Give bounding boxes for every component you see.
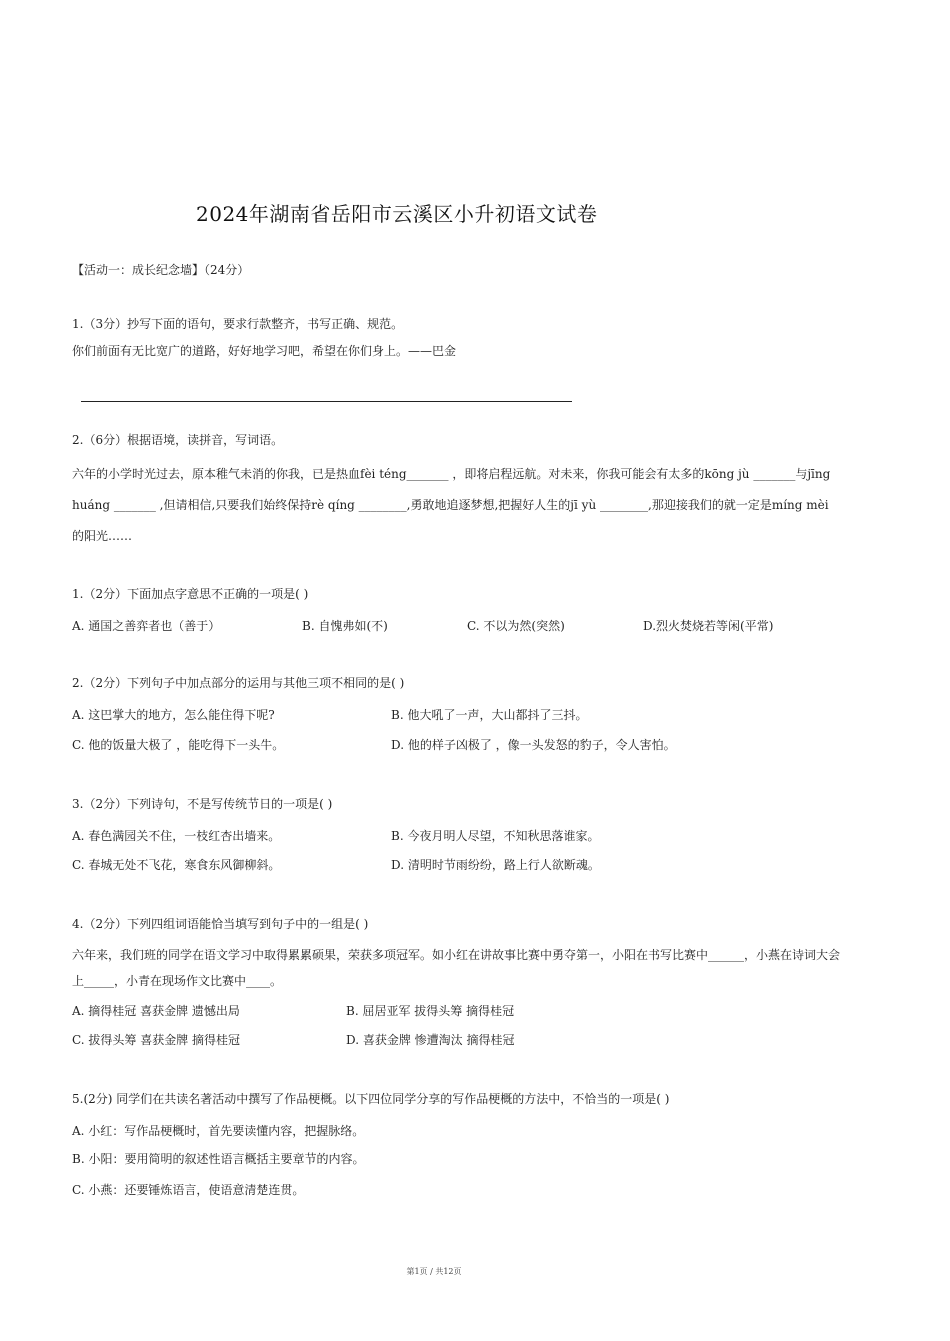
question-6-line-2: 上_____，小青在现场作文比赛中____。 xyxy=(72,974,283,988)
question-3-option-b: B. 自愧弗如(不) xyxy=(302,619,388,633)
question-3-option-d: D.烈火焚烧若等闲(平常) xyxy=(643,619,774,633)
question-5-option-c: C. 春城无处不飞花，寒食东风御柳斜。 xyxy=(72,858,281,872)
question-5-stem: 3.（2分）下列诗句，不是写传统节日的一项是( ) xyxy=(72,797,333,811)
question-4-option-b: B. 他大吼了一声，大山都抖了三抖。 xyxy=(391,708,588,722)
question-3-option-c: C. 不以为然(突然) xyxy=(467,619,565,633)
question-1-stem: 1.（3分）抄写下面的语句，要求行款整齐，书写正确、规范。 xyxy=(72,317,404,331)
question-5-option-d: D. 清明时节雨纷纷，路上行人欲断魂。 xyxy=(391,858,600,872)
question-5-option-b: B. 今夜月明人尽望，不知秋思落谁家。 xyxy=(391,829,600,843)
section-heading: 【活动一：成长纪念墙】（24分） xyxy=(72,263,250,277)
question-2-line-1: 六年的小学时光过去，原本稚气未消的你我，已是热血fèi téng_______ ，即将启程远航。对未来，你我可能会有太多的kōng jù _______与jīng xyxy=(72,467,831,481)
question-7-option-b: B. 小阳：要用简明的叙述性语言概括主要章节的内容。 xyxy=(72,1152,365,1166)
question-5-option-a: A. 春色满园关不住，一枝红杏出墙来。 xyxy=(72,829,281,843)
question-2-line-2: huáng _______ ,但请相信,只要我们始终保持rè qíng ________,勇敢地追逐梦想,把握好人生的jī yù ________,那迎接我们的就一定是míng mèi xyxy=(72,498,829,512)
question-6-option-c: C. 拔得头筹 喜获金牌 摘得桂冠 xyxy=(72,1033,241,1047)
question-4-option-d: D. 他的样子凶极了 ，像一头发怒的豹子，令人害怕。 xyxy=(391,738,676,752)
question-2-line-3: 的阳光…… xyxy=(72,529,133,543)
question-6-line-1: 六年来，我们班的同学在语文学习中取得累累硕果，荣获多项冠军。如小红在讲故事比赛中勇夺第一，小阳在书写比赛中______，小燕在诗词大会 xyxy=(72,948,841,962)
question-7-option-c: C. 小燕：还要锤炼语言，使语意清楚连贯。 xyxy=(72,1183,305,1197)
question-6-option-d: D. 喜获金牌 惨遭淘汰 摘得桂冠 xyxy=(346,1033,515,1047)
question-4-stem: 2.（2分）下列句子中加点部分的运用与其他三项不相同的是( ) xyxy=(72,676,405,690)
question-7-stem: 5.(2分) 同学们在共读名著活动中撰写了作品梗概。以下四位同学分享的写作品梗概的方法中，不恰当的一项是( ) xyxy=(72,1092,670,1106)
page-title: 2024年湖南省岳阳市云溪区小升初语文试卷 xyxy=(196,202,598,226)
question-6-option-a: A. 摘得桂冠 喜获金牌 遗憾出局 xyxy=(72,1004,240,1018)
question-4-option-a: A. 这巴掌大的地方，怎么能住得下呢? xyxy=(72,708,275,722)
question-3-stem: 1.（2分）下面加点字意思不正确的一项是( ) xyxy=(72,587,309,601)
answer-line xyxy=(81,401,572,402)
question-2-stem: 2.（6分）根据语境，读拼音，写词语。 xyxy=(72,433,284,447)
question-3-option-a: A. 通国之善弈者也（善于） xyxy=(72,619,221,633)
question-7-option-a: A. 小红：写作品梗概时，首先要读懂内容，把握脉络。 xyxy=(72,1124,365,1138)
question-6-stem: 4.（2分）下列四组词语能恰当填写到句子中的一组是( ) xyxy=(72,917,369,931)
question-4-option-c: C. 他的饭量大极了 ，能吃得下一头牛。 xyxy=(72,738,285,752)
page-number: 第1页 / 共12页 xyxy=(406,1267,462,1276)
question-1-quote: 你们前面有无比宽广的道路，好好地学习吧，希望在你们身上。——巴金 xyxy=(72,344,457,358)
question-6-option-b: B. 屈居亚军 拔得头筹 摘得桂冠 xyxy=(346,1004,515,1018)
